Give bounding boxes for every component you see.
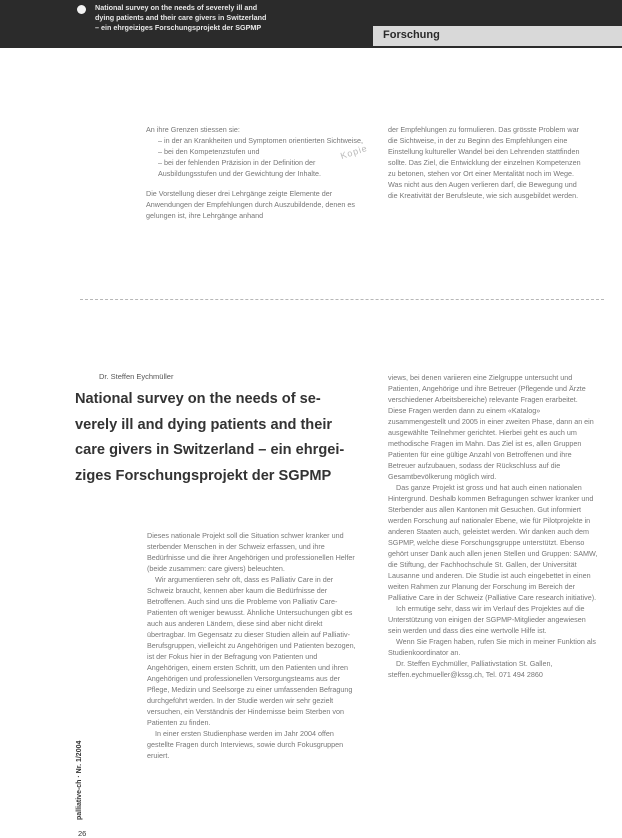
continuation-column-right: [388, 124, 586, 201]
title-line: ziges Forschungsprojekt der SGPMP: [75, 467, 332, 484]
article-author: Dr. Steffen Eychmüller: [99, 372, 174, 381]
running-header-line: dying patients and their care givers in Switzerland: [95, 13, 267, 22]
paragraph: In einer ersten Studienphase werden im Jahr 2004 offen gestellte Fragen durch Interviews, sowie durch Fokusgruppen eruiert.: [147, 729, 344, 760]
running-header-line: National survey on the needs of severely ill and: [95, 3, 258, 12]
paragraph: Das ganze Projekt ist gross und hat auch einen nationalen Hintergrund. Deshalb kommen Befragungen schwer kranker und Sterbender aus allen Kantonen mit Gesuchen. Gut informiert werden Forschung auf nationaler Ebene, wie für Pilotprojekte in anderen Staaten auch, geleistet werden. Wir danken auch dem SGPMP, welche diese Forschungsgruppe unterstützt. Ebenso gehört unser Dank auch allen jenen Stellen und Gruppen: SAMW, die Stiftung, der Fachhochschule St. Gallen, der Universität Lausanne und anderen. Die Studie ist auch eingebettet in einen weiten Rahmen zur Planung der Forschung im Bereich der Palliative Care in der Schweiz (Palliative Care research initiative).: [388, 483, 598, 602]
paragraph: Die Vorstellung dieser drei Lehrgänge zeigte Elemente der Anwendungen der Empfehlungen durch Auszubildende, denen es gelungen ist, ihre Lehrgänge anhand: [146, 189, 355, 220]
article-title: [75, 387, 375, 489]
paragraph: Dieses nationale Projekt soll die Situation schwer kranker und sterbender Menschen in der Schweiz erfassen, und ihre Bedürfnisse und die ihrer Angehörigen und professionellen Helfer (beide zusammen: care givers) beleuchten.: [147, 531, 355, 573]
section-divider: [80, 299, 604, 300]
article-body-right: [388, 372, 598, 680]
page-number: 26: [78, 829, 87, 838]
list-item: – in der an Krankheiten und Symptomen orientierten Sichtweise,: [158, 136, 363, 145]
paragraph: views, bei denen variieren eine Zielgruppe untersucht und Patienten, Angehörige und ihre Betreuer (Pflegende und Ärzte verschiedener Arbeitsbereiche) relevante Fragen erarbeitet. Diese Fragen werden dann zu einem «Katalog» zusammengestellt und 2005 in einer zweiten Phase, dann an ein ausgewählte Teilnehmer gerichtet. Hierbei geht es auch um methodische Fragen im Mahn. Das Ziel ist es, allen Gruppen Patienten für eine gültige Anzahl von Betroffenen und ihre Betreuer aufzubauen, sodass der Rückschluss auf die Gesamtbevölkerung möglich wird.: [388, 373, 594, 481]
running-header-line: – ein ehrgeiziges Forschungsprojekt der SGPMP: [95, 23, 262, 32]
paragraph: Ich ermutige sehr, dass wir im Verlauf des Projektes auf die Unterstützung von einigen der SGPMP-Mitglieder angewiesen sein werden und dass dies eine wertvolle Hilfe ist.: [388, 604, 586, 635]
title-line: verely ill and dying patients and their: [75, 416, 333, 433]
list-intro: An ihre Grenzen stiessen sie:: [146, 125, 240, 134]
title-line: National survey on the needs of se-: [75, 391, 321, 407]
header-band: [0, 0, 622, 48]
stamp-mark: Kopie: [339, 142, 369, 162]
paragraph: Wenn Sie Fragen haben, rufen Sie mich in meiner Funktion als Studienkoordinator an.: [388, 637, 597, 657]
contact-info: Dr. Steffen Eychmüller, Palliativstation St. Gallen, steffen.eychmueller@kssg.ch, Tel. 071 494 2860: [388, 659, 553, 679]
title-line: care givers in Switzerland – ein ehrgei-: [75, 442, 345, 458]
running-header: [95, 3, 350, 33]
header-bullet-icon: [77, 5, 86, 14]
section-tab: [373, 26, 622, 46]
continuation-column-left: [146, 124, 364, 221]
paragraph: Wir argumentieren sehr oft, dass es Palliativ Care in der Schweiz braucht, kennen aber kaum die Bedürfnisse der Betroffenen. Auch sind uns die Probleme von Palliativ Care-Patienten oft weniger bewusst. Ähnliche Untersuchungen gibt es auch aus anderen Ländern, diese sind aber nicht direkt übertragbar. Im Gegensatz zu dieser Studien allein auf Palliativ-Berufsgruppen, vielleicht zu Angehörigen und Patienten bezogen, ist der Fokus hier in der Befragung von Patienten und Angehörigen, einem ersten Schritt, um den Patienten und ihren Angehörigen und professionellen Versorgungsteams aus der Pflege, Medizin und Seelsorge zu einer umfassenden Befragung durchgeführt werden. In der Studie werden wir sehr gezielt versuchen, ein Verständnis der Hindernisse beim Sterben von Patienten zu finden.: [147, 575, 356, 727]
paragraph: der Empfehlungen zu formulieren. Das grösste Problem war die Sichtweise, in der zu Beginn des Empfehlungen eine Einstellung kultureller Wandel bei den Lehrenden stattfinden sollte. Das Ziel, die Entwicklung der einzelnen Kompetenzen zu betonen, stehen vor Ort einer Mentalität noch im Wege. Was nicht aus den Augen verlieren darf, die Bewegung und die Kreativität der Berufsleute, wie sich ausgebildet werden.: [388, 125, 581, 200]
article-body-left: [147, 530, 361, 761]
journal-issue-label: palliative-ch · Nr. 1/2004: [76, 740, 83, 820]
list-item: – bei der fehlenden Präzision in der Definition der Ausbildungsstufen und der Gewichtung der Inhalte.: [158, 158, 322, 178]
list-item: – bei den Kompetenzstufen und: [158, 147, 260, 156]
section-label: Forschung: [383, 29, 440, 41]
